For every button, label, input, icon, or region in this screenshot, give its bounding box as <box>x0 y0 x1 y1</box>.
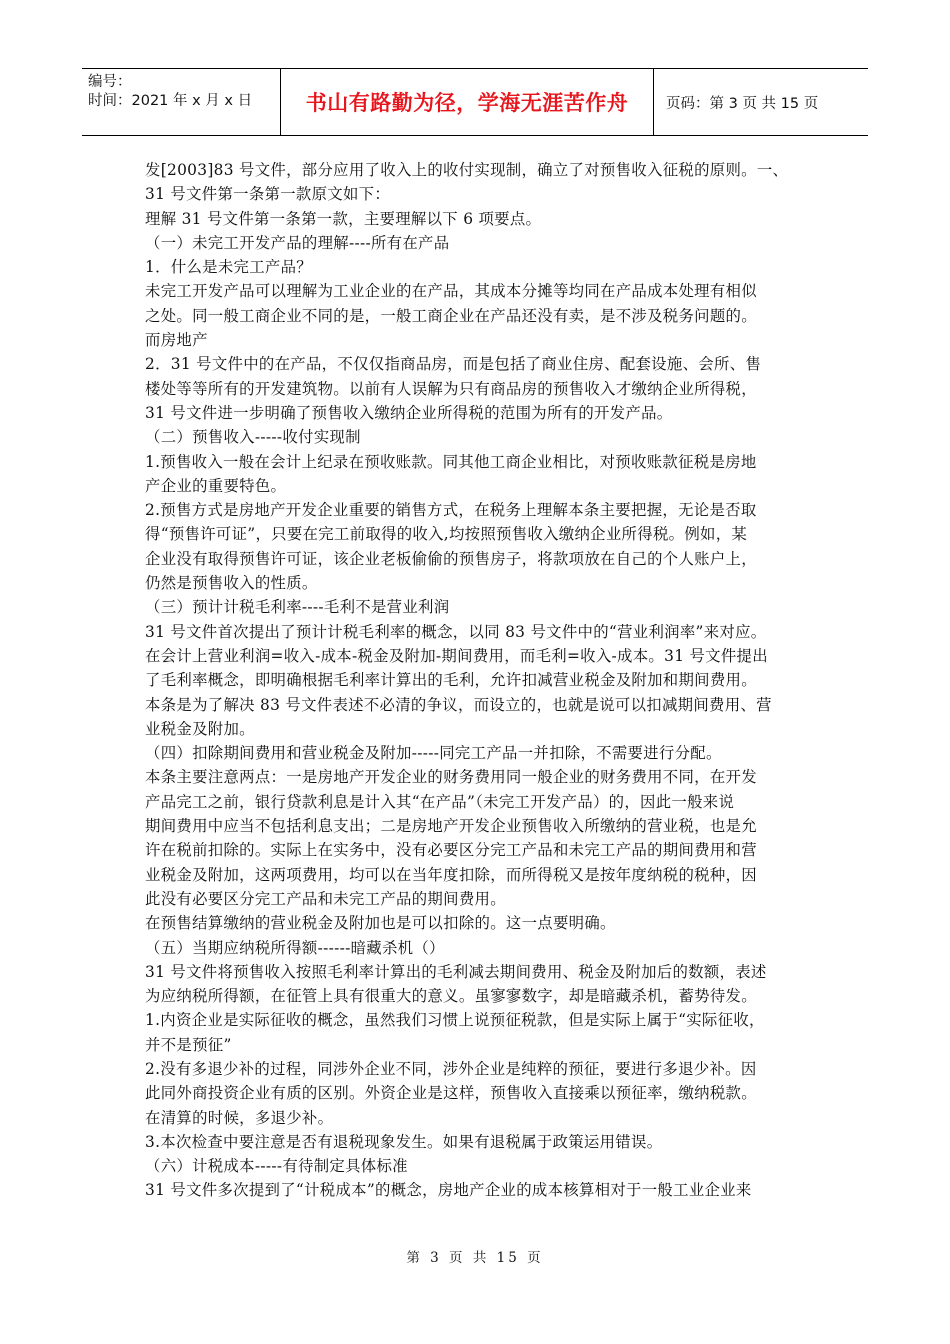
section-heading: （五）当期应纳税所得额------暗藏杀机（） <box>145 938 445 957</box>
text-line: 31 号文件首次提出了预计计税毛利率的概念，以同 83 号文件中的“营业利润率”来对应。 <box>145 622 767 641</box>
text-line: 在预售结算缴纳的营业税金及附加也是可以扣除的。这一点要明确。 <box>145 914 616 933</box>
header-table <box>82 68 868 136</box>
time-label: 时间：2021 年 x 月 x 日 <box>88 93 253 109</box>
section-heading: （六）计税成本-----有待制定具体标准 <box>145 1157 408 1176</box>
header-page-info: 页码：第 3 页 共 15 页 <box>666 95 819 112</box>
text-line: 之处。同一般工商企业不同的是，一般工商企业在产品还没有卖，是不涉及税务问题的。 <box>145 306 757 325</box>
text-line: 产企业的重要特色。 <box>145 476 287 495</box>
text-line: 理解 31 号文件第一条第一款，主要理解以下 6 项要点。 <box>145 209 542 228</box>
text-line: 未完工开发产品可以理解为工业企业的在产品，其成本分摊等均同在产品成本处理有相似 <box>145 282 757 301</box>
text-line: 并不是预征” <box>145 1035 232 1054</box>
text-line: 发[2003]83 号文件，部分应用了收入上的收付实现制，确立了对预售收入征税的原则。一、 <box>145 161 789 179</box>
text-line: 1.预售收入一般在会计上纪录在预收账款。同其他工商企业相比，对预收账款征税是房地 <box>145 452 757 471</box>
motto: 书山有路勤为径，学海无涯苦作舟 <box>305 91 629 115</box>
text-line: 在清算的时候，多退少补。 <box>145 1108 334 1127</box>
text-line: 得“预售许可证”，只要在完工前取得的收入,均按照预售收入缴纳企业所得税。例如，某 <box>145 525 748 544</box>
text-line: 31 号文件第一条第一款原文如下： <box>145 185 391 204</box>
text-line: 企业没有取得预售许可证，该企业老板偷偷的预售房子，将款项放在自己的个人账户上， <box>145 549 757 568</box>
section-heading: （三）预计计税毛利率----毛利不是营业利润 <box>145 598 450 617</box>
text-line: 业税金及附加，这两项费用，均可以在当年度扣除，而所得税又是按年度纳税的税种，因 <box>145 865 757 884</box>
body-text <box>145 158 825 1203</box>
text-line: 在会计上营业利润=收入-成本-税金及附加-期间费用，而毛利=收入-成本。31 号文件提出 <box>145 646 768 665</box>
text-line: 31 号文件多次提到了“计税成本”的概念，房地产企业的成本核算相对于一般工业企业来 <box>145 1181 752 1200</box>
text-line: 此没有必要区分完工产品和未完工产品的期间费用。 <box>145 889 506 908</box>
text-line: 许在税前扣除的。实际上在实务中，没有必要区分完工产品和未完工产品的期间费用和营 <box>145 841 757 860</box>
text-line: 31 号文件进一步明确了预售收入缴纳企业所得税的范围为所有的开发产品。 <box>145 403 673 422</box>
header-motto-cell <box>280 69 654 135</box>
text-line: 楼处等等所有的开发建筑物。以前有人误解为只有商品房的预售收入才缴纳企业所得税， <box>145 379 757 398</box>
section-heading: （二）预售收入-----收付实现制 <box>145 428 361 447</box>
section-heading: （四）扣除期间费用和营业税金及附加-----同完工产品一并扣除，不需要进行分配。 <box>145 744 722 763</box>
text-line: 为应纳税所得额，在征管上具有很重大的意义。虽寥寥数字，却是暗藏杀机，蓄势待发。 <box>145 987 757 1006</box>
text-line: 业税金及附加。 <box>145 719 255 738</box>
text-line: 此同外商投资企业有质的区别。外资企业是这样，预售收入直接乘以预征率，缴纳税款。 <box>145 1084 757 1103</box>
text-line: 3.本次检查中要注意是否有退税现象发生。如果有退税属于政策运用错误。 <box>145 1132 663 1151</box>
text-line: 期间费用中应当不包括利息支出；二是房地产开发企业预售收入所缴纳的营业税，也是允 <box>145 817 757 836</box>
header-meta <box>82 69 280 135</box>
text-line: 而房地产 <box>145 331 208 350</box>
section-heading: （一）未完工开发产品的理解----所有在产品 <box>145 233 450 252</box>
text-line: 仍然是预售收入的性质。 <box>145 574 318 593</box>
code-label: 编号： <box>88 74 132 90</box>
page-footer: 第 3 页 共 15 页 <box>406 1250 544 1266</box>
text-line: 本条是为了解决 83 号文件表述不必清的争议，而设立的，也就是说可以扣减期间费用、营 <box>145 695 772 714</box>
text-line: 1．什么是未完工产品？ <box>145 258 312 277</box>
text-line: 31 号文件将预售收入按照毛利率计算出的毛利减去期间费用、税金及附加后的数额，表述 <box>145 962 767 981</box>
text-line: 了毛利率概念，即明确根据毛利率计算出的毛利，允许扣减营业税金及附加和期间费用。 <box>145 671 757 690</box>
text-line: 产品完工之前，银行贷款利息是计入其“在产品”（未完工开发产品）的，因此一般来说 <box>145 792 735 811</box>
text-line: 2.没有多退少补的过程，同涉外企业不同，涉外企业是纯粹的预征，要进行多退少补。因 <box>145 1059 757 1078</box>
text-line: 2．31 号文件中的在产品，不仅仅指商品房，而是包括了商业住房、配套设施、会所、售 <box>145 355 762 374</box>
text-line: 1.内资企业是实际征收的概念，虽然我们习惯上说预征税款，但是实际上属于“实际征收， <box>145 1011 765 1030</box>
text-line: 2.预售方式是房地产开发企业重要的销售方式，在税务上理解本条主要把握，无论是否取 <box>145 501 757 520</box>
text-line: 本条主要注意两点：一是房地产开发企业的财务费用同一般企业的财务费用不同，在开发 <box>145 768 757 787</box>
